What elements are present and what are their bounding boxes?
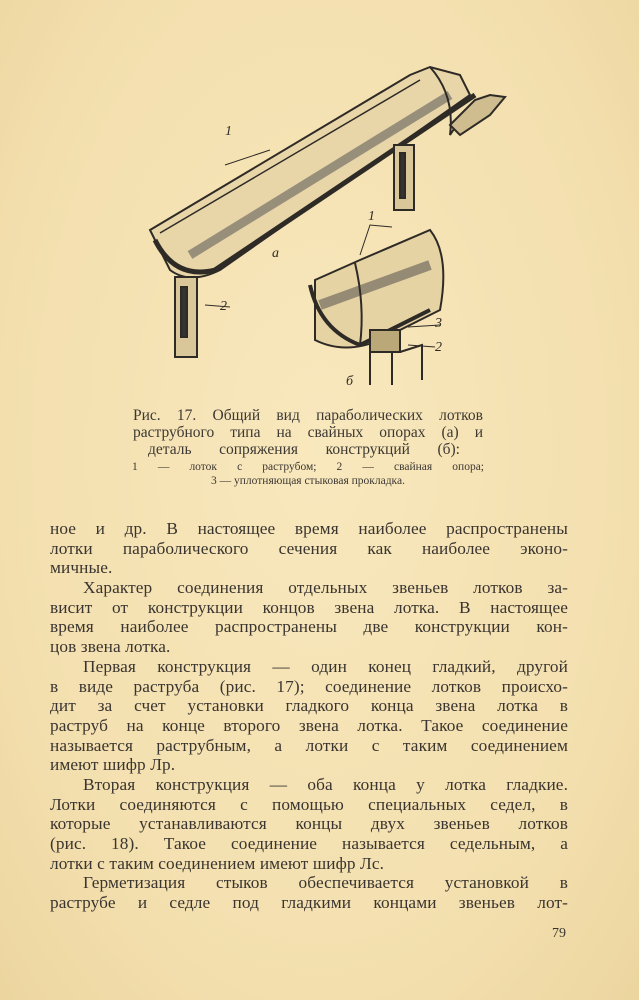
text-line: лотки параболического сечения как наиболее эконо-	[50, 538, 568, 558]
label-2-a: 2	[220, 299, 227, 314]
text-line: которые устанавливаются концы двух звеньев лотков	[50, 814, 568, 834]
text-line: (рис. 18). Такое соединение называется седельным, а	[50, 834, 568, 853]
text-line: называется раструбным, а лотки с таким соединением	[50, 735, 568, 755]
text-line: Лотки соединяются с помощью специальных седел, в	[50, 794, 568, 814]
label-1-b: 1	[368, 209, 375, 224]
label-1-a: 1	[225, 124, 232, 139]
text-line: мичные.	[50, 558, 113, 578]
text-line: Характер соединения отдельных звеньев лотков за-	[83, 578, 568, 598]
label-a: а	[272, 246, 279, 261]
text-line: в виде раструба (рис. 17); соединение лотков происхо-	[50, 676, 568, 696]
label-2-b: 2	[435, 340, 442, 355]
text-line: цов звена лотка.	[50, 637, 171, 657]
label-3-b: 3	[435, 316, 442, 331]
label-b: б	[346, 374, 354, 389]
figure-17-illustration	[130, 55, 510, 395]
caption-line: Рис. 17. Общий вид параболических лотков	[133, 407, 483, 424]
text-line: Вторая конструкция — оба конца у лотка гладкие.	[83, 774, 568, 794]
caption-line: деталь сопряжения конструкций (б):	[148, 441, 460, 458]
body-text	[50, 519, 568, 913]
text-line: дит за счет установки гладкого конца звена лотка в	[50, 696, 568, 716]
text-line: раструбе и седле под гладкими концами звеньев лот-	[50, 893, 568, 913]
text-line: Первая конструкция — один конец гладкий, другой	[83, 656, 568, 676]
caption-line: раструбного типа на свайных опорах (а) и	[133, 424, 483, 441]
text-line: висит от конструкции концов звена лотка. В настоящее	[50, 597, 568, 617]
text-line: время наиболее распространены две конструкции кон-	[50, 617, 568, 637]
legend-line: 1 — лоток с раструбом; 2 — свайная опора;	[132, 461, 484, 473]
text-line: Герметизация стыков обеспечивается установкой в	[83, 873, 568, 893]
text-line: имеют шифр Лр.	[50, 755, 176, 775]
text-line: ное и др. В настоящее время наиболее распространены	[50, 519, 568, 538]
text-line: раструб на конце второго звена лотка. Такое соединение	[50, 715, 568, 735]
text-line: лотки с таким соединением имеют шифр Лс.	[50, 853, 385, 873]
page-number: 79	[552, 926, 566, 941]
legend-line: 3 — уплотняющая стыковая прокладка.	[211, 475, 405, 487]
